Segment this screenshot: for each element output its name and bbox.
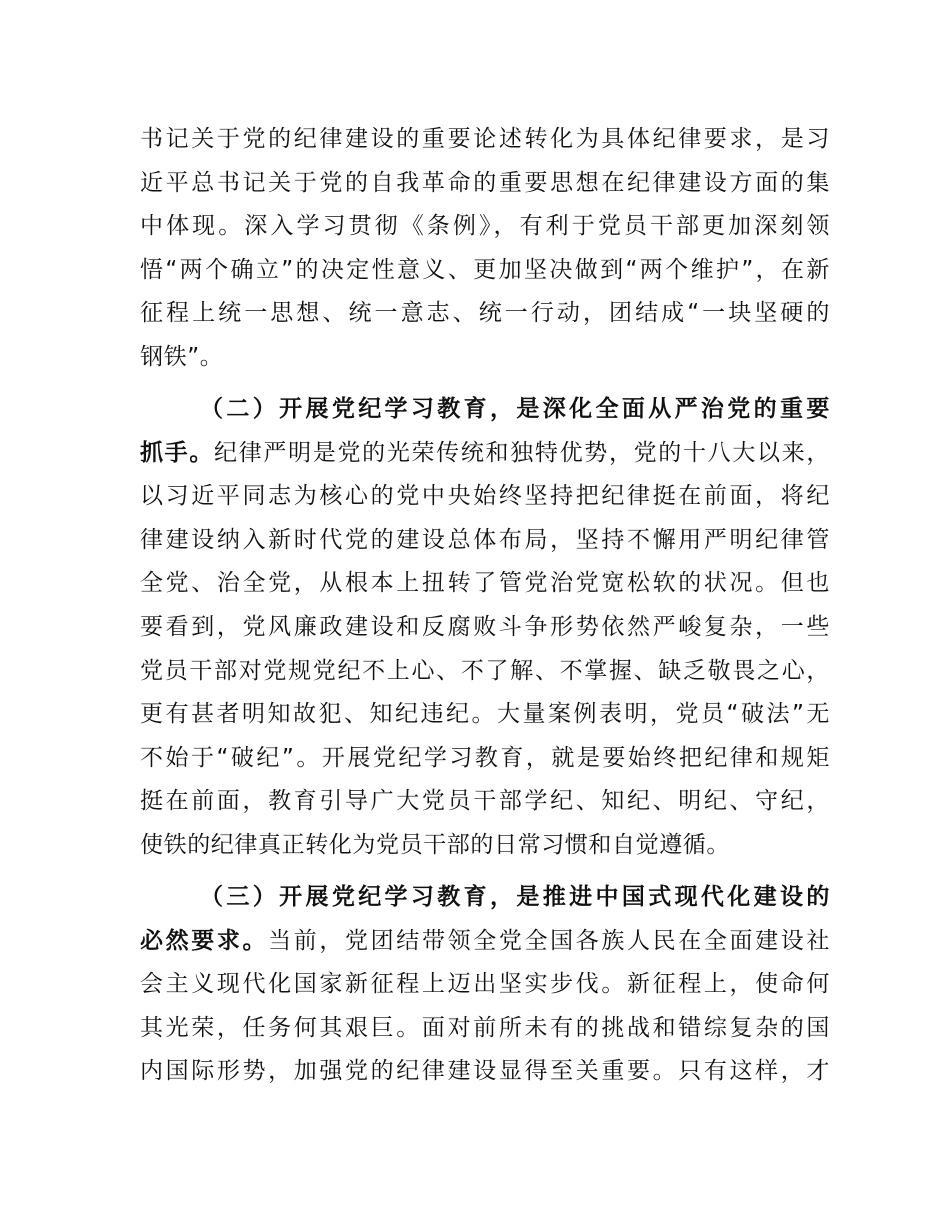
text-line: 不始于“破纪”。开展党纪学习教育，就是要始终把纪律和规矩 [140, 744, 830, 771]
section-heading: （二）开展党纪学习教育，是深化全面从严治党的重要 [200, 396, 830, 422]
text-line: 以习近平同志为核心的党中央始终坚持把纪律挺在前面，将纪 [140, 483, 830, 510]
text-line: 内国际形势，加强党的纪律建设显得至关重要。只有这样，才 [140, 1058, 830, 1085]
text-line: 近平总书记关于党的自我革命的重要思想在纪律建设方面的集 [140, 169, 830, 196]
text-line: 挺在前面，教育引导广大党员干部学纪、知纪、明纪、守纪， [140, 788, 830, 815]
text-line: 其光荣，任务何其艰巨。面对前所未有的挑战和错综复杂的国 [140, 1014, 830, 1041]
text-line: 律建设纳入新时代党的建设总体布局，坚持不懈用严明纪律管 [140, 526, 830, 553]
section-heading-line [140, 388, 830, 432]
text-line: 全党、治全党，从根本上扭转了管党治党宽松软的状况。但也 [140, 570, 830, 597]
text-segment: 纪律严明是党的光荣传统和独特优势，党的十八大以来， [214, 439, 830, 466]
text-line: 悟“两个确立”的决定性意义、更加坚决做到“两个维护”，在新 [140, 256, 830, 283]
section-heading: （三）开展党纪学习教育，是推进中国式现代化建设的 [200, 884, 830, 910]
paragraph-discipline-significance [140, 118, 830, 380]
text-line: 征程上统一思想、统一意志、统一行动，团结成“一块坚硬的 [140, 300, 830, 327]
text-line: 中体现。深入学习贯彻《条例》，有利于党员干部更加深刻领 [140, 213, 830, 240]
section-heading-line [140, 876, 830, 920]
text-segment: 当前，党团结带领全党全国各族人民在全面建设社 [268, 927, 830, 954]
text-line: 更有甚者明知故犯、知纪违纪。大量案例表明，党员“破法”无 [140, 701, 830, 728]
text-line: 会主义现代化国家新征程上迈出坚实步伐。新征程上，使命何 [140, 971, 830, 998]
text-line [140, 920, 830, 964]
paragraph-section-three [140, 876, 830, 1094]
text-line: 钢铁”。 [140, 343, 224, 370]
section-heading-end: 必然要求。 [140, 927, 269, 954]
text-line: 党员干部对党规党纪不上心、不了解、不掌握、缺乏敬畏之心， [140, 657, 830, 684]
text-line: 书记关于党的纪律建设的重要论述转化为具体纪律要求，是习 [140, 126, 830, 152]
text-line [140, 432, 830, 476]
paragraph-section-two [140, 388, 830, 868]
section-heading-end: 抓手。 [140, 439, 215, 466]
text-line: 要看到，党风廉政建设和反腐败斗争形势依然严峻复杂，一些 [140, 613, 830, 640]
text-line: 使铁的纪律真正转化为党员干部的日常习惯和自觉遵循。 [140, 831, 730, 858]
